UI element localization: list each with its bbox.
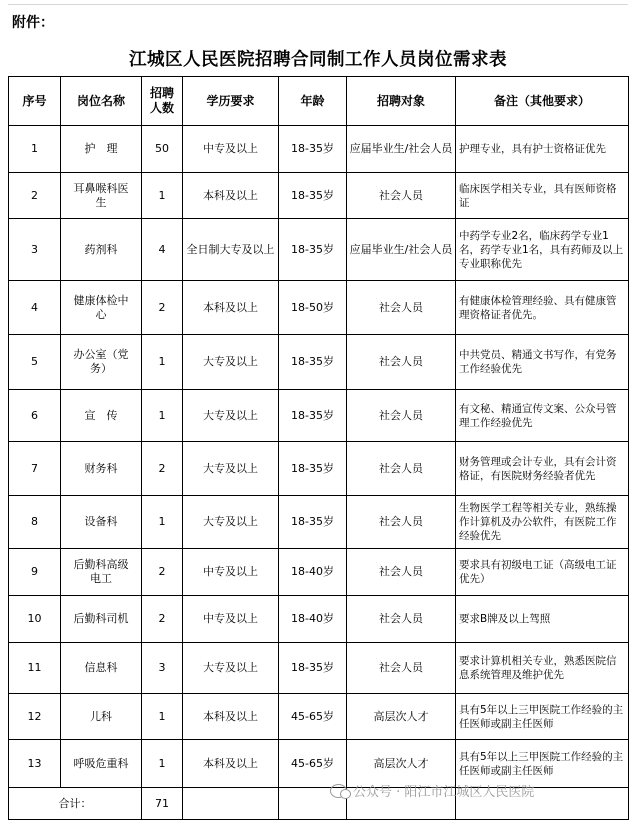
education-requirement: 全日制大专及以上 <box>183 219 279 281</box>
hire-count: 3 <box>142 643 183 694</box>
remarks: 中药学专业2名，临床药学专业1名，药学专业1名，具有药师及以上专业职称优先 <box>456 219 629 281</box>
recruit-target: 社会人员 <box>347 173 456 219</box>
hire-count: 2 <box>142 281 183 335</box>
hire-count: 2 <box>142 442 183 496</box>
table-header-row <box>9 77 629 126</box>
column-header-age: 年龄 <box>279 77 347 126</box>
total-label: 合计： <box>9 788 142 820</box>
watermark-text: 公众号 · 阳江市江城区人民医院 <box>353 785 535 800</box>
remarks: 具有5年以上三甲医院工作经验的主任医师或副主任医师 <box>456 694 629 740</box>
recruit-target: 高层次人才 <box>347 694 456 740</box>
education-requirement: 本科及以上 <box>183 281 279 335</box>
age-range: 18-35岁 <box>279 219 347 281</box>
hire-count: 4 <box>142 219 183 281</box>
age-range: 18-35岁 <box>279 442 347 496</box>
remarks: 要求B牌及以上驾照 <box>456 596 629 643</box>
education-requirement: 中专及以上 <box>183 126 279 173</box>
education-requirement: 本科及以上 <box>183 740 279 788</box>
hire-count: 2 <box>142 596 183 643</box>
education-requirement: 本科及以上 <box>183 173 279 219</box>
row-number: 8 <box>9 496 61 549</box>
hire-count: 50 <box>142 126 183 173</box>
age-range: 18-35岁 <box>279 335 347 390</box>
education-requirement: 大专及以上 <box>183 335 279 390</box>
attachment-label: 附件： <box>12 15 54 31</box>
position-name: 后勤科高级电工 <box>61 549 142 596</box>
row-number: 5 <box>9 335 61 390</box>
remarks: 有文秘、精通宣传文案、公众号管理工作经验优先 <box>456 390 629 442</box>
row-number: 10 <box>9 596 61 643</box>
age-range: 18-35岁 <box>279 496 347 549</box>
row-number: 7 <box>9 442 61 496</box>
total-row <box>9 788 629 820</box>
recruit-target: 社会人员 <box>347 335 456 390</box>
column-header-note: 备注（其他要求） <box>456 77 629 126</box>
wechat-icon <box>330 784 347 798</box>
recruit-target: 社会人员 <box>347 643 456 694</box>
position-name: 健康体检中心 <box>61 281 142 335</box>
table-row <box>9 596 629 643</box>
remarks: 要求具有初级电工证（高级电工证优先） <box>456 549 629 596</box>
table-row <box>9 335 629 390</box>
recruit-target: 社会人员 <box>347 496 456 549</box>
column-header-target: 招聘对象 <box>347 77 456 126</box>
hire-count: 1 <box>142 496 183 549</box>
position-name: 后勤科司机 <box>61 596 142 643</box>
age-range: 18-35岁 <box>279 643 347 694</box>
table-row <box>9 173 629 219</box>
table-row <box>9 740 629 788</box>
age-range: 18-35岁 <box>279 390 347 442</box>
recruit-target: 应届毕业生/社会人员 <box>347 126 456 173</box>
hire-count: 1 <box>142 694 183 740</box>
hire-count: 2 <box>142 549 183 596</box>
position-name: 药剂科 <box>61 219 142 281</box>
remarks: 生物医学工程等相关专业，熟练操作计算机及办公软件，有医院工作经验优先 <box>456 496 629 549</box>
recruit-target: 社会人员 <box>347 442 456 496</box>
row-number: 2 <box>9 173 61 219</box>
hire-count: 1 <box>142 740 183 788</box>
recruit-target: 社会人员 <box>347 549 456 596</box>
row-number: 13 <box>9 740 61 788</box>
table-row <box>9 219 629 281</box>
column-header-education: 学历要求 <box>183 77 279 126</box>
table-row <box>9 643 629 694</box>
remarks: 临床医学相关专业，具有医师资格证 <box>456 173 629 219</box>
hire-count: 1 <box>142 335 183 390</box>
age-range: 45-65岁 <box>279 694 347 740</box>
remarks: 具有5年以上三甲医院工作经验的主任医师或副主任医师 <box>456 740 629 788</box>
row-number: 9 <box>9 549 61 596</box>
recruit-target: 社会人员 <box>347 390 456 442</box>
position-name: 设备科 <box>61 496 142 549</box>
remarks: 中共党员、精通文书写作，有党务工作经验优先 <box>456 335 629 390</box>
position-name: 财务科 <box>61 442 142 496</box>
row-number: 4 <box>9 281 61 335</box>
row-number: 1 <box>9 126 61 173</box>
age-range: 18-40岁 <box>279 549 347 596</box>
recruit-target: 社会人员 <box>347 596 456 643</box>
column-header-no: 序号 <box>9 77 61 126</box>
position-name: 护 理 <box>61 126 142 173</box>
age-range: 18-50岁 <box>279 281 347 335</box>
page-title: 江城区人民医院招聘合同制工作人员岗位需求表 <box>129 50 507 70</box>
age-range: 18-35岁 <box>279 173 347 219</box>
position-name: 信息科 <box>61 643 142 694</box>
education-requirement: 大专及以上 <box>183 496 279 549</box>
position-name: 耳鼻喉科医生 <box>61 173 142 219</box>
recruit-target: 应届毕业生/社会人员 <box>347 219 456 281</box>
table-row <box>9 549 629 596</box>
table-row <box>9 390 629 442</box>
table-row <box>9 694 629 740</box>
age-range: 18-40岁 <box>279 596 347 643</box>
education-requirement: 大专及以上 <box>183 390 279 442</box>
age-range: 45-65岁 <box>279 740 347 788</box>
column-header-count: 招聘人数 <box>142 77 183 126</box>
total-count: 71 <box>142 788 183 820</box>
hire-count: 1 <box>142 390 183 442</box>
position-name: 儿科 <box>61 694 142 740</box>
row-number: 11 <box>9 643 61 694</box>
row-number: 3 <box>9 219 61 281</box>
divider <box>8 4 628 5</box>
age-range: 18-35岁 <box>279 126 347 173</box>
recruit-target: 社会人员 <box>347 281 456 335</box>
education-requirement: 中专及以上 <box>183 596 279 643</box>
table-row <box>9 442 629 496</box>
remarks: 护理专业，具有护士资格证优先 <box>456 126 629 173</box>
education-requirement: 大专及以上 <box>183 442 279 496</box>
recruitment-table <box>8 76 629 820</box>
remarks: 有健康体检管理经验、具有健康管理资格证者优先。 <box>456 281 629 335</box>
column-header-position: 岗位名称 <box>61 77 142 126</box>
watermark <box>330 781 534 800</box>
table-row <box>9 126 629 173</box>
education-requirement: 大专及以上 <box>183 643 279 694</box>
table-row <box>9 496 629 549</box>
row-number: 6 <box>9 390 61 442</box>
row-number: 12 <box>9 694 61 740</box>
position-name: 呼吸危重科 <box>61 740 142 788</box>
hire-count: 1 <box>142 173 183 219</box>
position-name: 办公室（党务） <box>61 335 142 390</box>
position-name: 宣 传 <box>61 390 142 442</box>
table-row <box>9 281 629 335</box>
remarks: 要求计算机相关专业，熟悉医院信息系统管理及维护优先 <box>456 643 629 694</box>
education-requirement: 中专及以上 <box>183 549 279 596</box>
remarks: 财务管理或会计专业，具有会计资格证，有医院财务经验者优先 <box>456 442 629 496</box>
education-requirement: 本科及以上 <box>183 694 279 740</box>
recruit-target: 高层次人才 <box>347 740 456 788</box>
